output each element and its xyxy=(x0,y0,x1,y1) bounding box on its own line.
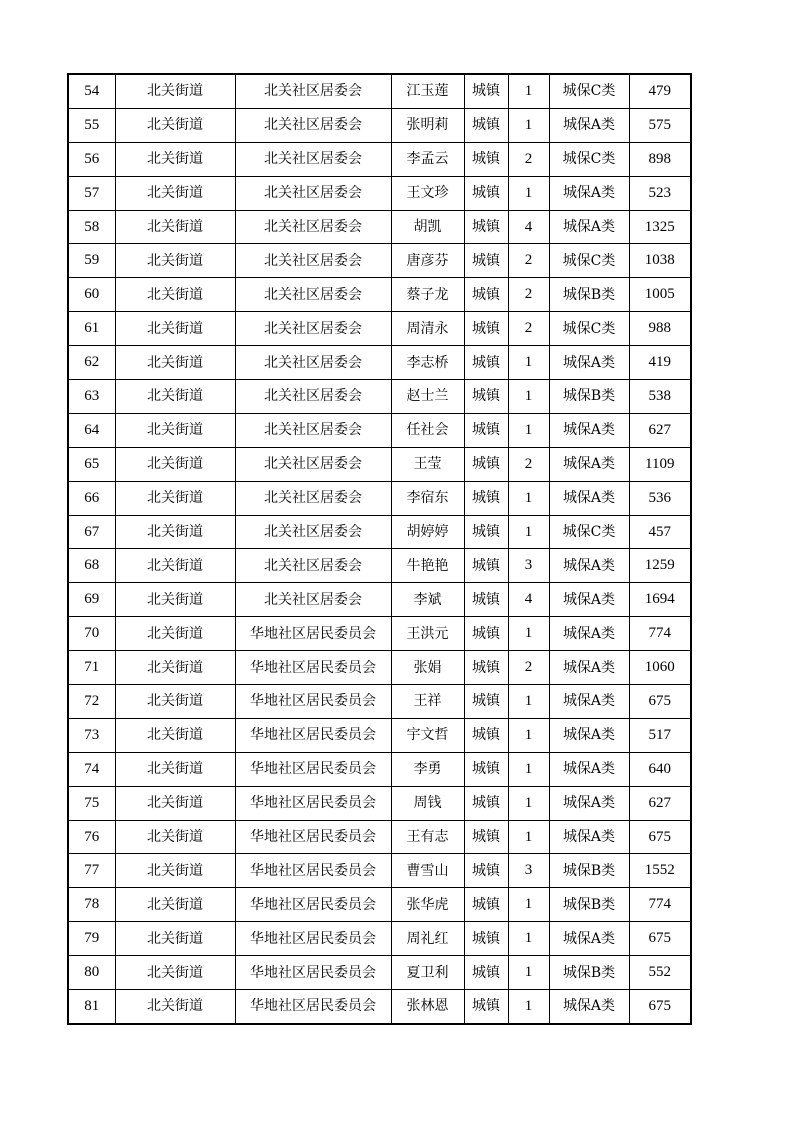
member-count-cell: 3 xyxy=(508,549,549,583)
category-cell: 城保B类 xyxy=(549,278,629,312)
member-count-cell: 1 xyxy=(508,752,549,786)
member-count-cell: 4 xyxy=(508,210,549,244)
subdistrict-cell: 北关街道 xyxy=(115,108,235,142)
community-cell: 北关社区居委会 xyxy=(235,74,391,108)
member-count-cell: 2 xyxy=(508,142,549,176)
amount-cell: 575 xyxy=(629,108,691,142)
name-cell: 赵士兰 xyxy=(391,380,464,414)
table-row xyxy=(68,786,691,820)
name-cell: 胡凯 xyxy=(391,210,464,244)
subdistrict-cell: 北关街道 xyxy=(115,380,235,414)
row-number-cell: 59 xyxy=(68,244,115,278)
table-row xyxy=(68,820,691,854)
category-cell: 城保A类 xyxy=(549,108,629,142)
category-cell: 城保B类 xyxy=(549,888,629,922)
subdistrict-cell: 北关街道 xyxy=(115,481,235,515)
row-number-cell: 67 xyxy=(68,515,115,549)
category-cell: 城保A类 xyxy=(549,549,629,583)
household-type-cell: 城镇 xyxy=(464,854,508,888)
row-number-cell: 80 xyxy=(68,956,115,990)
name-cell: 周礼红 xyxy=(391,922,464,956)
community-cell: 华地社区居民委员会 xyxy=(235,685,391,719)
member-count-cell: 3 xyxy=(508,854,549,888)
subdistrict-cell: 北关街道 xyxy=(115,515,235,549)
category-cell: 城保B类 xyxy=(549,380,629,414)
household-type-cell: 城镇 xyxy=(464,346,508,380)
subdistrict-cell: 北关街道 xyxy=(115,820,235,854)
table-row xyxy=(68,617,691,651)
community-cell: 北关社区居委会 xyxy=(235,515,391,549)
table-row xyxy=(68,685,691,719)
member-count-cell: 1 xyxy=(508,346,549,380)
member-count-cell: 1 xyxy=(508,74,549,108)
row-number-cell: 70 xyxy=(68,617,115,651)
community-cell: 北关社区居委会 xyxy=(235,549,391,583)
household-type-cell: 城镇 xyxy=(464,244,508,278)
table-row xyxy=(68,888,691,922)
row-number-cell: 73 xyxy=(68,718,115,752)
name-cell: 李孟云 xyxy=(391,142,464,176)
table-row xyxy=(68,956,691,990)
subdistrict-cell: 北关街道 xyxy=(115,888,235,922)
row-number-cell: 81 xyxy=(68,990,115,1024)
amount-cell: 774 xyxy=(629,617,691,651)
category-cell: 城保A类 xyxy=(549,990,629,1024)
member-count-cell: 2 xyxy=(508,447,549,481)
amount-cell: 627 xyxy=(629,413,691,447)
name-cell: 李勇 xyxy=(391,752,464,786)
table-row xyxy=(68,651,691,685)
amount-cell: 517 xyxy=(629,718,691,752)
name-cell: 张娟 xyxy=(391,651,464,685)
category-cell: 城保A类 xyxy=(549,413,629,447)
name-cell: 王莹 xyxy=(391,447,464,481)
household-type-cell: 城镇 xyxy=(464,685,508,719)
row-number-cell: 60 xyxy=(68,278,115,312)
subdistrict-cell: 北关街道 xyxy=(115,447,235,481)
community-cell: 华地社区居民委员会 xyxy=(235,752,391,786)
row-number-cell: 71 xyxy=(68,651,115,685)
table-row xyxy=(68,210,691,244)
category-cell: 城保B类 xyxy=(549,956,629,990)
name-cell: 牛艳艳 xyxy=(391,549,464,583)
amount-cell: 675 xyxy=(629,990,691,1024)
amount-cell: 1038 xyxy=(629,244,691,278)
category-cell: 城保A类 xyxy=(549,617,629,651)
amount-cell: 640 xyxy=(629,752,691,786)
household-type-cell: 城镇 xyxy=(464,651,508,685)
category-cell: 城保C类 xyxy=(549,244,629,278)
row-number-cell: 61 xyxy=(68,312,115,346)
community-cell: 北关社区居委会 xyxy=(235,142,391,176)
table-row xyxy=(68,718,691,752)
community-cell: 华地社区居民委员会 xyxy=(235,990,391,1024)
name-cell: 王洪元 xyxy=(391,617,464,651)
row-number-cell: 68 xyxy=(68,549,115,583)
category-cell: 城保A类 xyxy=(549,922,629,956)
household-type-cell: 城镇 xyxy=(464,990,508,1024)
subdistrict-cell: 北关街道 xyxy=(115,922,235,956)
row-number-cell: 79 xyxy=(68,922,115,956)
member-count-cell: 1 xyxy=(508,786,549,820)
amount-cell: 419 xyxy=(629,346,691,380)
household-type-cell: 城镇 xyxy=(464,380,508,414)
table-row xyxy=(68,515,691,549)
category-cell: 城保C类 xyxy=(549,142,629,176)
community-cell: 北关社区居委会 xyxy=(235,176,391,210)
category-cell: 城保A类 xyxy=(549,176,629,210)
row-number-cell: 63 xyxy=(68,380,115,414)
name-cell: 张明莉 xyxy=(391,108,464,142)
household-type-cell: 城镇 xyxy=(464,74,508,108)
member-count-cell: 1 xyxy=(508,515,549,549)
subdistrict-cell: 北关街道 xyxy=(115,346,235,380)
table-row xyxy=(68,854,691,888)
category-cell: 城保A类 xyxy=(549,481,629,515)
row-number-cell: 75 xyxy=(68,786,115,820)
name-cell: 张华虎 xyxy=(391,888,464,922)
row-number-cell: 72 xyxy=(68,685,115,719)
row-number-cell: 74 xyxy=(68,752,115,786)
community-cell: 华地社区居民委员会 xyxy=(235,786,391,820)
household-type-cell: 城镇 xyxy=(464,956,508,990)
name-cell: 蔡子龙 xyxy=(391,278,464,312)
name-cell: 胡婷婷 xyxy=(391,515,464,549)
table-row xyxy=(68,481,691,515)
roster-body xyxy=(68,74,691,1024)
amount-cell: 538 xyxy=(629,380,691,414)
table-row xyxy=(68,176,691,210)
household-type-cell: 城镇 xyxy=(464,447,508,481)
name-cell: 王祥 xyxy=(391,685,464,719)
community-cell: 北关社区居委会 xyxy=(235,278,391,312)
community-cell: 北关社区居委会 xyxy=(235,413,391,447)
table-row xyxy=(68,108,691,142)
subdistrict-cell: 北关街道 xyxy=(115,210,235,244)
amount-cell: 1552 xyxy=(629,854,691,888)
name-cell: 张林恩 xyxy=(391,990,464,1024)
category-cell: 城保A类 xyxy=(549,752,629,786)
name-cell: 王有志 xyxy=(391,820,464,854)
amount-cell: 675 xyxy=(629,685,691,719)
row-number-cell: 76 xyxy=(68,820,115,854)
name-cell: 王文珍 xyxy=(391,176,464,210)
category-cell: 城保A类 xyxy=(549,346,629,380)
amount-cell: 774 xyxy=(629,888,691,922)
table-row xyxy=(68,752,691,786)
member-count-cell: 1 xyxy=(508,413,549,447)
amount-cell: 988 xyxy=(629,312,691,346)
table-row xyxy=(68,346,691,380)
row-number-cell: 58 xyxy=(68,210,115,244)
amount-cell: 1005 xyxy=(629,278,691,312)
table-row xyxy=(68,922,691,956)
name-cell: 夏卫利 xyxy=(391,956,464,990)
household-type-cell: 城镇 xyxy=(464,312,508,346)
community-cell: 北关社区居委会 xyxy=(235,108,391,142)
community-cell: 北关社区居委会 xyxy=(235,583,391,617)
subdistrict-cell: 北关街道 xyxy=(115,278,235,312)
community-cell: 北关社区居委会 xyxy=(235,312,391,346)
row-number-cell: 62 xyxy=(68,346,115,380)
member-count-cell: 1 xyxy=(508,176,549,210)
subdistrict-cell: 北关街道 xyxy=(115,74,235,108)
category-cell: 城保A类 xyxy=(549,447,629,481)
household-type-cell: 城镇 xyxy=(464,413,508,447)
category-cell: 城保C类 xyxy=(549,515,629,549)
table-row xyxy=(68,74,691,108)
community-cell: 华地社区居民委员会 xyxy=(235,888,391,922)
name-cell: 唐彦芬 xyxy=(391,244,464,278)
subdistrict-cell: 北关街道 xyxy=(115,617,235,651)
row-number-cell: 54 xyxy=(68,74,115,108)
member-count-cell: 2 xyxy=(508,651,549,685)
table-row xyxy=(68,413,691,447)
row-number-cell: 55 xyxy=(68,108,115,142)
household-type-cell: 城镇 xyxy=(464,718,508,752)
household-type-cell: 城镇 xyxy=(464,888,508,922)
name-cell: 江玉莲 xyxy=(391,74,464,108)
amount-cell: 1259 xyxy=(629,549,691,583)
subdistrict-cell: 北关街道 xyxy=(115,176,235,210)
amount-cell: 457 xyxy=(629,515,691,549)
community-cell: 华地社区居民委员会 xyxy=(235,617,391,651)
member-count-cell: 1 xyxy=(508,617,549,651)
table-row xyxy=(68,278,691,312)
member-count-cell: 1 xyxy=(508,922,549,956)
category-cell: 城保B类 xyxy=(549,854,629,888)
household-type-cell: 城镇 xyxy=(464,583,508,617)
household-type-cell: 城镇 xyxy=(464,922,508,956)
subdistrict-cell: 北关街道 xyxy=(115,583,235,617)
community-cell: 北关社区居委会 xyxy=(235,481,391,515)
row-number-cell: 65 xyxy=(68,447,115,481)
row-number-cell: 56 xyxy=(68,142,115,176)
amount-cell: 1325 xyxy=(629,210,691,244)
row-number-cell: 57 xyxy=(68,176,115,210)
member-count-cell: 1 xyxy=(508,820,549,854)
table-row xyxy=(68,990,691,1024)
subdistrict-cell: 北关街道 xyxy=(115,786,235,820)
member-count-cell: 2 xyxy=(508,312,549,346)
amount-cell: 1109 xyxy=(629,447,691,481)
household-type-cell: 城镇 xyxy=(464,278,508,312)
row-number-cell: 78 xyxy=(68,888,115,922)
name-cell: 曹雪山 xyxy=(391,854,464,888)
subdistrict-cell: 北关街道 xyxy=(115,312,235,346)
member-count-cell: 1 xyxy=(508,990,549,1024)
amount-cell: 898 xyxy=(629,142,691,176)
member-count-cell: 2 xyxy=(508,278,549,312)
row-number-cell: 64 xyxy=(68,413,115,447)
subdistrict-cell: 北关街道 xyxy=(115,413,235,447)
table-row xyxy=(68,142,691,176)
community-cell: 北关社区居委会 xyxy=(235,447,391,481)
subdistrict-cell: 北关街道 xyxy=(115,142,235,176)
household-type-cell: 城镇 xyxy=(464,142,508,176)
household-type-cell: 城镇 xyxy=(464,786,508,820)
community-cell: 华地社区居民委员会 xyxy=(235,854,391,888)
table-row xyxy=(68,244,691,278)
table-row xyxy=(68,380,691,414)
household-type-cell: 城镇 xyxy=(464,210,508,244)
category-cell: 城保A类 xyxy=(549,718,629,752)
household-type-cell: 城镇 xyxy=(464,515,508,549)
subdistrict-cell: 北关街道 xyxy=(115,854,235,888)
amount-cell: 552 xyxy=(629,956,691,990)
community-cell: 北关社区居委会 xyxy=(235,244,391,278)
community-cell: 北关社区居委会 xyxy=(235,346,391,380)
name-cell: 周钱 xyxy=(391,786,464,820)
household-type-cell: 城镇 xyxy=(464,176,508,210)
category-cell: 城保A类 xyxy=(549,786,629,820)
category-cell: 城保A类 xyxy=(549,685,629,719)
row-number-cell: 69 xyxy=(68,583,115,617)
community-cell: 北关社区居委会 xyxy=(235,210,391,244)
subdistrict-cell: 北关街道 xyxy=(115,685,235,719)
name-cell: 任社会 xyxy=(391,413,464,447)
subdistrict-cell: 北关街道 xyxy=(115,718,235,752)
name-cell: 李志桥 xyxy=(391,346,464,380)
community-cell: 北关社区居委会 xyxy=(235,380,391,414)
subdistrict-cell: 北关街道 xyxy=(115,244,235,278)
category-cell: 城保A类 xyxy=(549,210,629,244)
subsidy-roster-table xyxy=(67,73,692,1025)
household-type-cell: 城镇 xyxy=(464,820,508,854)
amount-cell: 1060 xyxy=(629,651,691,685)
category-cell: 城保C类 xyxy=(549,312,629,346)
subdistrict-cell: 北关街道 xyxy=(115,651,235,685)
name-cell: 李宿东 xyxy=(391,481,464,515)
amount-cell: 627 xyxy=(629,786,691,820)
subdistrict-cell: 北关街道 xyxy=(115,752,235,786)
amount-cell: 536 xyxy=(629,481,691,515)
table-row xyxy=(68,312,691,346)
subdistrict-cell: 北关街道 xyxy=(115,549,235,583)
amount-cell: 675 xyxy=(629,820,691,854)
amount-cell: 523 xyxy=(629,176,691,210)
member-count-cell: 1 xyxy=(508,956,549,990)
member-count-cell: 1 xyxy=(508,685,549,719)
table-row xyxy=(68,447,691,481)
row-number-cell: 66 xyxy=(68,481,115,515)
category-cell: 城保C类 xyxy=(549,74,629,108)
member-count-cell: 1 xyxy=(508,718,549,752)
row-number-cell: 77 xyxy=(68,854,115,888)
category-cell: 城保A类 xyxy=(549,583,629,617)
name-cell: 周清永 xyxy=(391,312,464,346)
member-count-cell: 4 xyxy=(508,583,549,617)
member-count-cell: 1 xyxy=(508,481,549,515)
community-cell: 华地社区居民委员会 xyxy=(235,956,391,990)
household-type-cell: 城镇 xyxy=(464,549,508,583)
community-cell: 华地社区居民委员会 xyxy=(235,718,391,752)
category-cell: 城保A类 xyxy=(549,651,629,685)
amount-cell: 1694 xyxy=(629,583,691,617)
household-type-cell: 城镇 xyxy=(464,108,508,142)
name-cell: 李斌 xyxy=(391,583,464,617)
member-count-cell: 1 xyxy=(508,108,549,142)
category-cell: 城保A类 xyxy=(549,820,629,854)
community-cell: 华地社区居民委员会 xyxy=(235,651,391,685)
amount-cell: 479 xyxy=(629,74,691,108)
community-cell: 华地社区居民委员会 xyxy=(235,922,391,956)
table-row xyxy=(68,549,691,583)
household-type-cell: 城镇 xyxy=(464,617,508,651)
subdistrict-cell: 北关街道 xyxy=(115,990,235,1024)
table-row xyxy=(68,583,691,617)
member-count-cell: 1 xyxy=(508,380,549,414)
household-type-cell: 城镇 xyxy=(464,752,508,786)
subdistrict-cell: 北关街道 xyxy=(115,956,235,990)
community-cell: 华地社区居民委员会 xyxy=(235,820,391,854)
member-count-cell: 1 xyxy=(508,888,549,922)
household-type-cell: 城镇 xyxy=(464,481,508,515)
amount-cell: 675 xyxy=(629,922,691,956)
member-count-cell: 2 xyxy=(508,244,549,278)
name-cell: 宇文哲 xyxy=(391,718,464,752)
